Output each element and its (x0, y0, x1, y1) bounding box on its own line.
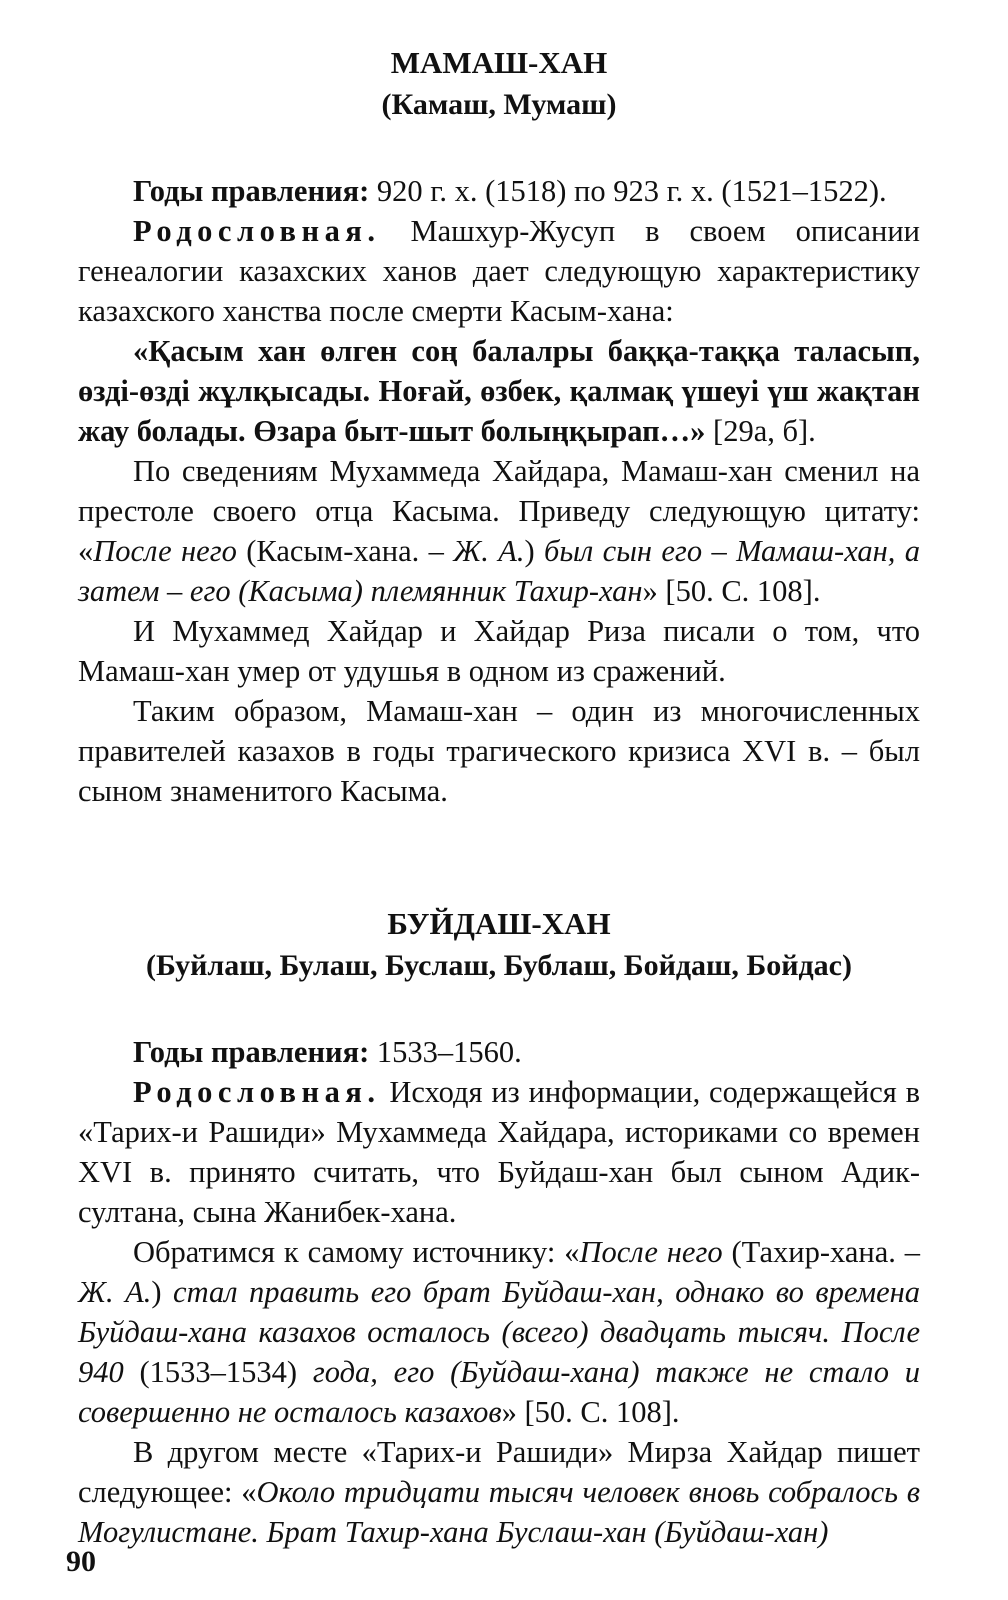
spacer (78, 987, 920, 1032)
text-run: » [50. С. 108]. (642, 574, 821, 608)
page-content (78, 42, 920, 1552)
section-title-buydash: БУЙДАШ-ХАН (387, 906, 611, 941)
genealogy-label: Родословная. (133, 214, 381, 248)
text-run: Обратимся к самому источнику: « (133, 1235, 580, 1269)
text-run: » [50. С. 108]. (501, 1395, 680, 1429)
text-run: (1533–1534) (123, 1355, 313, 1389)
reign-value: 1533–1560. (369, 1035, 522, 1069)
italic-run: стал править его брат Буйдаш-хан, однако во времена Буйдаш-хана казахов осталось (всего) двадцать тысяч. После 940 (78, 1275, 920, 1389)
text-run: (Тахир-хана. – (722, 1235, 920, 1269)
section-subtitle-mamash: (Камаш, Мумаш) (381, 88, 617, 121)
spacer (78, 126, 920, 171)
reign-label: Годы правления: (133, 1035, 370, 1069)
text-run: ) (151, 1275, 174, 1309)
italic-run: Около тридцати тысяч человек вновь собралось в Могулистане. Брат Тахир-хана Буслаш-хан (Буйдаш-хан) (78, 1475, 920, 1549)
reign-paragraph-mamash (78, 171, 920, 211)
italic-run: Ж. А. (78, 1275, 152, 1309)
italic-run: был сын его – Мамаш-хан, а затем – его (Касыма) племянник Тахир-хан (78, 534, 920, 608)
reign-value: 920 г. х. (1518) по 923 г. х. (1521–1522). (369, 174, 887, 208)
section-title-mamash: МАМАШ-ХАН (390, 45, 608, 80)
genealogy-label: Родословная. (133, 1075, 381, 1109)
haidar-citation-paragraph (78, 451, 920, 611)
conclusion-paragraph: Таким образом, Мамаш-хан – один из многочисленных правителей казахов в годы трагического кризиса XVI в. – был сыном знаменитого Касыма. (78, 694, 920, 808)
reign-label: Годы правления: (133, 174, 370, 208)
genealogy-paragraph-buydash (78, 1072, 920, 1232)
reign-paragraph-buydash (78, 1032, 920, 1072)
italic-run: Ж. А. (453, 534, 525, 568)
text-run: (Касым-хана. – (236, 534, 454, 568)
spacer (78, 811, 920, 903)
genealogy-paragraph-mamash (78, 211, 920, 331)
page-number: 90 (66, 1545, 96, 1578)
death-paragraph: И Мухаммед Хайдар и Хайдар Риза писали о том, что Мамаш-хан умер от удушья в одном из сражений. (78, 614, 920, 688)
kazakh-quote-ref: [29а, б]. (705, 414, 816, 448)
kazakh-quote: «Қасым хан өлген соң балалры баққа-таққа таласып, өзді-өзді жұлқысады. Ноғай, өзбек, қалмақ үшеуі үш жақтан жау болады. Өзара быт-шыт болыңқырап…» (78, 334, 920, 448)
source-citation-paragraph (78, 1232, 920, 1432)
italic-run: После него (579, 1235, 723, 1269)
genealogy-text: Машхур-Жусуп в своем описании генеалогии казахских ханов дает следующую характеристику казахского ханства после смерти Касым-хана: (78, 214, 920, 328)
italic-run: После него (93, 534, 237, 568)
genealogy-text: Исходя из информации, содержащейся в «Тарих-и Рашиди» Мухаммеда Хайдара, историками со времен XVI в. принято считать, что Буйдаш-хан был сыном Адик-султана, сына Жанибек-хана. (78, 1075, 920, 1229)
other-place-paragraph (78, 1432, 920, 1552)
kazakh-quote-paragraph (78, 331, 920, 451)
text-run: ) (524, 534, 544, 568)
text-run: В другом месте «Тарих-и Рашиди» Мирза Хайдар пишет следующее: « (78, 1435, 920, 1509)
italic-run: года, его (Буйдаш-хана) также не стало и совершенно не осталось казахов (78, 1355, 920, 1429)
section-subtitle-buydash: (Буйлаш, Булаш, Буслаш, Бублаш, Бойдаш, Бойдас) (146, 949, 852, 982)
text-run: По сведениям Мухаммеда Хайдара, Мамаш-хан сменил на престоле своего отца Касыма. Приведу следующую цитату: « (78, 454, 920, 568)
